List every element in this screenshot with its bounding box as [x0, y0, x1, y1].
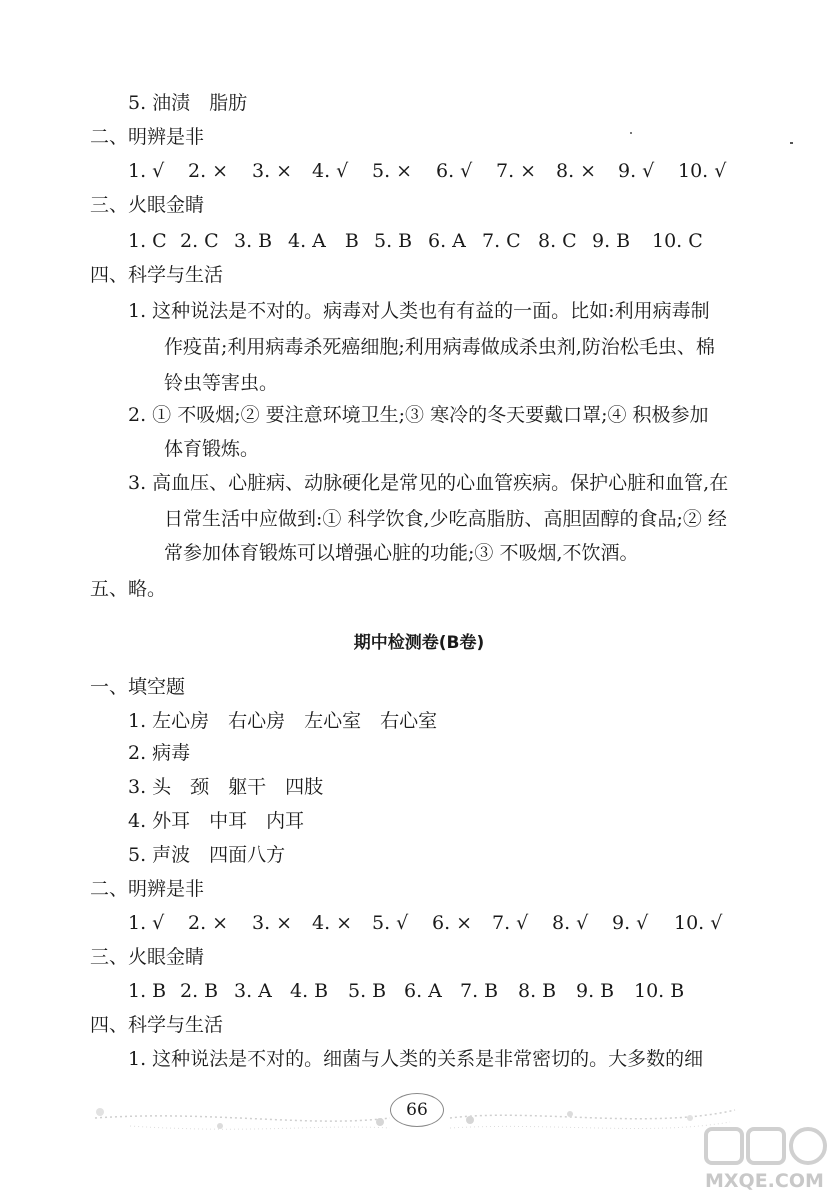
- exam-title: 期中检测卷(B卷): [353, 633, 485, 653]
- section-heading-choice: 三、火眼金睛: [90, 946, 205, 968]
- section-heading-fill: 一、填空题: [90, 676, 186, 698]
- answer-item: 3. A: [234, 980, 272, 1002]
- fill-item-5: 5. 油渍 脂肪: [128, 92, 248, 114]
- answer-item: 5. √: [372, 912, 409, 934]
- answer-item: 10. C: [652, 230, 703, 252]
- scan-speck: [790, 142, 793, 144]
- scan-speck: [630, 132, 632, 134]
- answer-item: 4. ×: [312, 912, 353, 934]
- answer-item: 4. √: [312, 160, 349, 182]
- answer-item: 7. B: [460, 980, 499, 1002]
- watermark-text: MXQE.COM: [705, 1170, 824, 1192]
- answer-item: 9. B: [576, 980, 615, 1002]
- answer-item: 1. √: [128, 912, 165, 934]
- answer-item: 9. B: [592, 230, 631, 252]
- answer-item: 6. A: [428, 230, 466, 252]
- answer-item: 5. B: [348, 980, 387, 1002]
- answer-item: 2. ×: [188, 160, 229, 182]
- answer-item: 5. B: [374, 230, 413, 252]
- answer-item: 7. ×: [496, 160, 537, 182]
- answer-item: 8. √: [552, 912, 589, 934]
- answer-item: 4. B: [290, 980, 329, 1002]
- answer-item: 6. √: [436, 160, 473, 182]
- answer-item: 5. ×: [372, 160, 413, 182]
- answer-item: 6. A: [404, 980, 442, 1002]
- science-answer-1-line: 作疫苗;利用病毒杀死癌细胞;利用病毒做成杀虫剂,防治松毛虫、棉: [164, 336, 715, 358]
- answer-item: 2. ×: [188, 912, 229, 934]
- section-heading-truefalse: 二、明辨是非: [90, 878, 205, 900]
- science-answer-3-line: 3. 高血压、心脏病、动脉硬化是常见的心血管疾病。保护心脏和血管,在: [128, 472, 729, 494]
- answer-item: 2. C: [180, 230, 219, 252]
- science-answer-2-line: 2. ① 不吸烟;② 要注意环境卫生;③ 寒冷的冬天要戴口罩;④ 积极参加: [128, 404, 709, 426]
- answer-item: 1. B: [128, 980, 167, 1002]
- science-answer-2-line: 体育锻炼。: [164, 438, 260, 460]
- answer-item: 2. B: [180, 980, 219, 1002]
- answer-item: 1. C: [128, 230, 167, 252]
- section-five-omitted: 五、略。: [90, 578, 167, 600]
- fill-item: 2. 病毒: [128, 742, 191, 764]
- answer-item: 10. √: [678, 160, 727, 182]
- answer-item: 10. B: [634, 980, 685, 1002]
- fill-item: 4. 外耳 中耳 内耳: [128, 810, 305, 832]
- fill-item: 1. 左心房 右心房 左心室 右心室: [128, 710, 438, 732]
- answer-item: 9. √: [612, 912, 649, 934]
- answer-item: 6. ×: [432, 912, 473, 934]
- answer-item: 8. C: [538, 230, 577, 252]
- section-heading-choice: 三、火眼金睛: [90, 194, 205, 216]
- answer-item: 3. B: [234, 230, 273, 252]
- answer-item: 10. √: [674, 912, 723, 934]
- section-heading-truefalse: 二、明辨是非: [90, 126, 205, 148]
- section-heading-science: 四、科学与生活: [90, 1014, 224, 1036]
- answer-item: 4. A B: [288, 230, 359, 252]
- section-heading-science: 四、科学与生活: [90, 264, 224, 286]
- answer-item: 3. ×: [252, 160, 293, 182]
- answer-item: 7. √: [492, 912, 529, 934]
- science-answer-1-line: 1. 这种说法是不对的。细菌与人类的关系是非常密切的。大多数的细: [128, 1048, 704, 1070]
- answer-item: 1. √: [128, 160, 165, 182]
- fill-item: 3. 头 颈 躯干 四肢: [128, 776, 324, 798]
- answer-item: 8. B: [518, 980, 557, 1002]
- answer-item: 9. √: [618, 160, 655, 182]
- science-answer-3-line: 常参加体育锻炼可以增强心脏的功能;③ 不吸烟,不饮酒。: [164, 542, 639, 564]
- science-answer-3-line: 日常生活中应做到:① 科学饮食,少吃高脂肪、高胆固醇的食品;② 经: [164, 508, 727, 530]
- answer-item: 7. C: [482, 230, 521, 252]
- page-number: 66: [390, 1093, 444, 1127]
- fill-item: 5. 声波 四面八方: [128, 844, 286, 866]
- science-answer-1-line: 铃虫等害虫。: [164, 372, 279, 394]
- answer-item: 3. ×: [252, 912, 293, 934]
- answer-item: 8. ×: [556, 160, 597, 182]
- science-answer-1-line: 1. 这种说法是不对的。病毒对人类也有有益的一面。比如:利用病毒制: [128, 300, 710, 322]
